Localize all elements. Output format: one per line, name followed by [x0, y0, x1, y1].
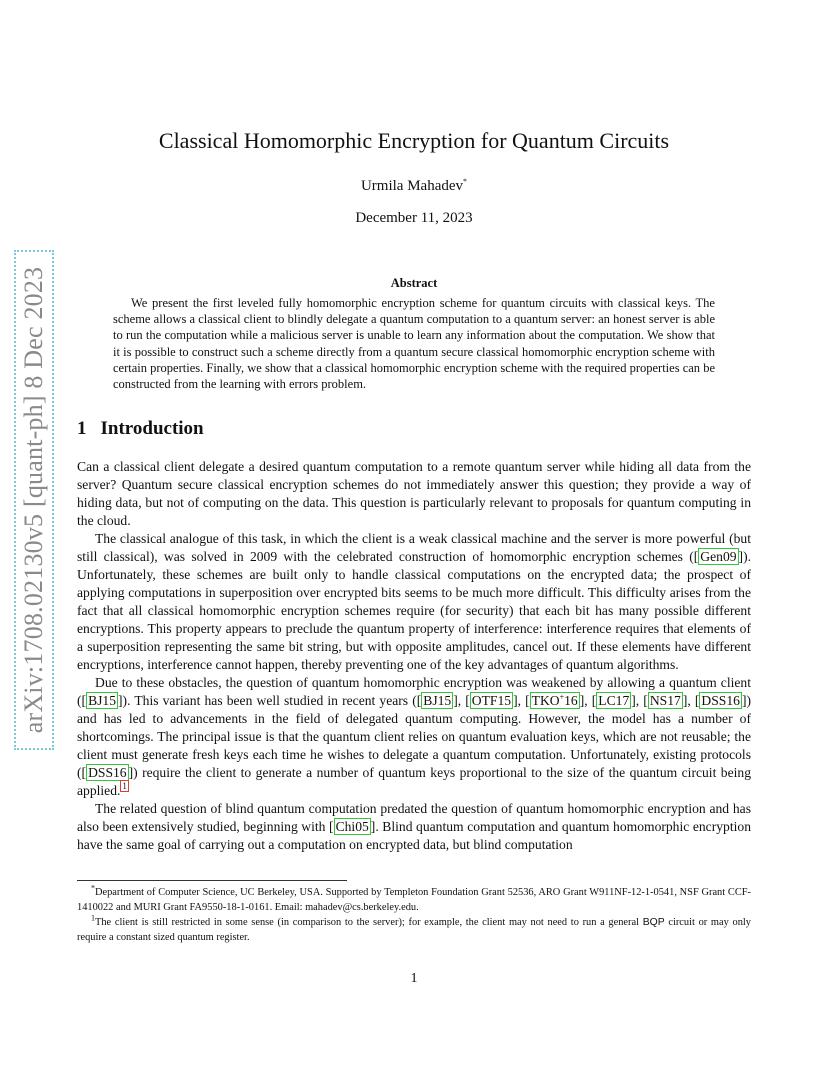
footnote-text: The client is still restricted in some sense (in comparison to the server); for example, the client may not need to run a general [95, 917, 643, 928]
citation-link-dss16[interactable]: DSS16 [88, 765, 127, 780]
citation-link-chi05[interactable]: Chi05 [335, 819, 369, 834]
text-run: The classical analogue of this task, in which the client is a weak classical machine and the server is more powerful (but still classical), was solved in 2009 with the celebrated construction of homomorphic encryption schemes ([ [77, 531, 751, 564]
intro-paragraph-2 [77, 530, 751, 674]
section-heading [77, 418, 204, 440]
text-run: ]) and has led to advancements in the field of delegated quantum computing. However, the model has a number of shortcomings. The principal issue is that the quantum client relies on quantum evaluation keys, which are not reusable; the client must generate fresh keys each time he wishes to delegate a quantum computation. Unfortunately, existing protocols ([ [77, 693, 751, 780]
paper-date: December 11, 2023 [355, 210, 473, 226]
bqp-term: BQP [642, 917, 665, 928]
footnote-mark: * [91, 883, 95, 893]
footnote-mark: 1 [91, 913, 95, 923]
citation-link-bj15[interactable]: BJ15 [88, 693, 117, 708]
text-run: ]). Unfortunately, these schemes are built only to handle classical computations on the encrypted data; the prospect of applying computations in superposition over encrypted bits seems to be much more difficult. This difficulty arises from the fact that all classical homomorphic encryption schemes require (for security) that each bit has many possible different encryptions. This property appears to preclude the quantum property of interference: interference requires that elements of a superposition representing the same bit string, but with opposite amplitudes, cancel out. If these elements have different encryptions, interference cannot happen, thereby preventing one of the key advantages of quantum algorithms. [77, 549, 751, 672]
footnote-1 [77, 915, 751, 945]
text-run: Due to these obstacles, the question of quantum homomorphic encryption was weakened by allowing a quantum client ([ [77, 675, 751, 708]
author-name: Urmila Mahadev [360, 178, 464, 194]
cite-text: TKO [531, 693, 560, 708]
citation-link-otf15[interactable]: OTF15 [471, 693, 512, 708]
text-run: ]) require the client to generate a number of quantum keys proportional to the size of the quantum circuit being applied. [77, 765, 751, 798]
footnote-affiliation [77, 885, 751, 915]
footnote-text: Department of Computer Science, UC Berkeley, USA. Supported by Templeton Foundation Grant 52536, ARO Grant W911NF-12-1-0541, NSF Grant CCF-1410022 and MURI Grant FA9550-18-1-0161. Email: mahadev@cs.berkeley.edu. [77, 887, 751, 913]
author-line [77, 178, 751, 195]
cite-text: 16 [564, 693, 578, 708]
footnote-divider [77, 880, 347, 881]
citation-link-gen09[interactable]: Gen09 [700, 549, 737, 564]
citation-link-bj15[interactable]: BJ15 [423, 693, 452, 708]
citation-link-lc17[interactable]: LC17 [598, 693, 630, 708]
footnotes [77, 885, 751, 945]
intro-paragraph-1: Can a classical client delegate a desired quantum computation to a remote quantum server while hiding all data from the server? Quantum secure classical encryption schemes do not immediately answer this question; they provide a way of hiding data, but not of computing on the data. This question is particularly relevant to proposals for quantum computing in the cloud. [77, 459, 751, 528]
section-number: 1 [77, 418, 87, 439]
author-footnote-mark: * [463, 177, 468, 186]
citation-link-dss16[interactable]: DSS16 [701, 693, 740, 708]
paper-title: Classical Homomorphic Encryption for Quantum Circuits [158, 128, 670, 153]
intro-paragraph-4 [77, 800, 751, 854]
intro-paragraph-3: Due to these obstacles, the question of quantum homomorphic encryption was weakened by allowing a quantum client ([ BJ15 ]). This variant has been well studied in recent years ([ BJ15 ], [ OTF15 ], [ TKO+16 ], [ LC17 ], [ NS17 ], [ DSS16 ]) and has led to advancements in the field of delegated quantum computing. However, the model has a number of shortcomings. The principal issue is that the quantum client relies on quantum evaluation keys, which are not reusable; the client must generate fresh keys each time he wishes to delegate a quantum computation. Unfortunately, existing protocols ([ DSS16 ]) require the client to generate a number of quantum keys proportional to the size of the quantum circuit being applied. $^1$ [77, 675, 751, 798]
footnote-text: circuit or may only require a constant sized quantum register. [77, 917, 751, 943]
abstract-text: We present the first leveled fully homomorphic encryption scheme for quantum circuits with classical keys. The scheme allows a classical client to blindly delegate a quantum computation to a quantum server: an honest server is able to run the computation while a malicious server is unable to learn any information about the computation. We show that it is possible to construct such a scheme directly from a quantum secure classical homomorphic encryption scheme with certain properties. Finally, we show that a classical homomorphic encryption scheme with the required properties can be constructed from the learning with errors problem. [113, 296, 715, 392]
arxiv-stamp [14, 250, 54, 750]
arxiv-id: arXiv:1708.02130v5 [quant-ph] 8 Dec 2023 [19, 266, 48, 734]
citation-link-ns17[interactable]: NS17 [649, 693, 681, 708]
abstract-heading: Abstract [390, 276, 438, 290]
introduction-body [77, 458, 751, 854]
text-run: ]). This variant has been well studied in recent years ([ [118, 693, 422, 708]
text-run: The related question of blind quantum computation predated the question of quantum homomorphic encryption and has also been extensively studied, beginning with [ [77, 801, 751, 834]
citation-link-tko16[interactable] [530, 692, 580, 709]
page-number: 1 [410, 971, 418, 986]
cite-sup: + [559, 692, 565, 702]
text-run: ]. Blind quantum computation and quantum homomorphic encryption have the same goal of carrying out a computation on encrypted data, but blind computation [77, 819, 751, 852]
footnote-link-1[interactable]: 1 [122, 781, 127, 792]
section-title: Introduction [100, 418, 204, 439]
